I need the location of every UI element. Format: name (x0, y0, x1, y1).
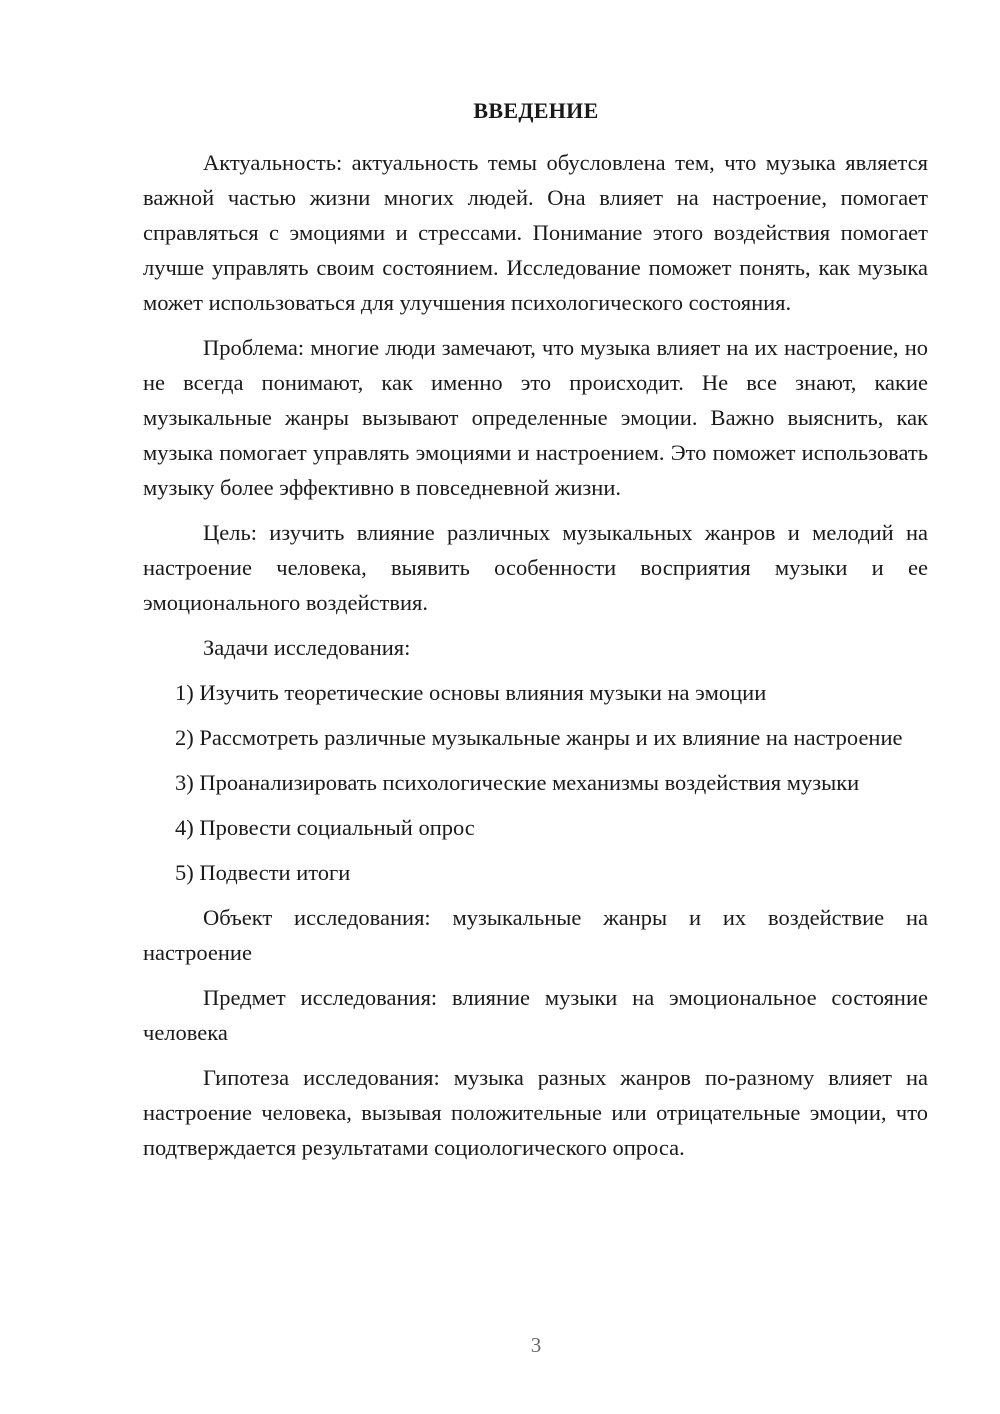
paragraph-problem: Проблема: многие люди замечают, что музыка влияет на их настроение, но не всегда понимают, как именно это происходит. Не все знают, какие музыкальные жанры вызывают определенные эмоции. Важно выяснить, как музыка помогает управлять эмоциями и настроением. Это поможет использовать музыку более эффективно в повседневной жизни. (143, 335, 928, 500)
paragraph-object: Объект исследования: музыкальные жанры и их воздействие на настроение (143, 905, 928, 965)
document-body (143, 145, 928, 1175)
task-item: 4) Провести социальный опрос (175, 815, 475, 840)
task-item: 5) Подвести итоги (175, 860, 351, 885)
paragraph-relevance: Актуальность: актуальность темы обусловлена тем, что музыка является важной частью жизни многих людей. Она влияет на настроение, помогает справляться с эмоциями и стрессами. Понимание этого воздействия помогает лучше управлять своим состоянием. Исследование поможет понять, как музыка может использоваться для улучшения психологического состояния. (143, 150, 928, 315)
task-item: 2) Рассмотреть различные музыкальные жанры и их влияние на настроение (175, 725, 903, 750)
paragraph-goal: Цель: изучить влияние различных музыкальных жанров и мелодий на настроение человека, выявить особенности восприятия музыки и ее эмоционального воздействия. (143, 520, 928, 615)
page-number: 3 (530, 1333, 542, 1357)
paragraph-tasks-heading: Задачи исследования: (203, 635, 411, 660)
task-item: 3) Проанализировать психологические механизмы воздействия музыки (175, 770, 860, 795)
section-title: ВВЕДЕНИЕ (473, 98, 599, 123)
paragraph-hypothesis: Гипотеза исследования: музыка разных жанров по-разному влияет на настроение человека, вызывая положительные или отрицательные эмоции, что подтверждается результатами социологического опроса. (143, 1065, 928, 1160)
task-item: 1) Изучить теоретические основы влияния музыки на эмоции (175, 680, 767, 705)
paragraph-subject: Предмет исследования: влияние музыки на эмоциональное состояние человека (143, 985, 928, 1045)
